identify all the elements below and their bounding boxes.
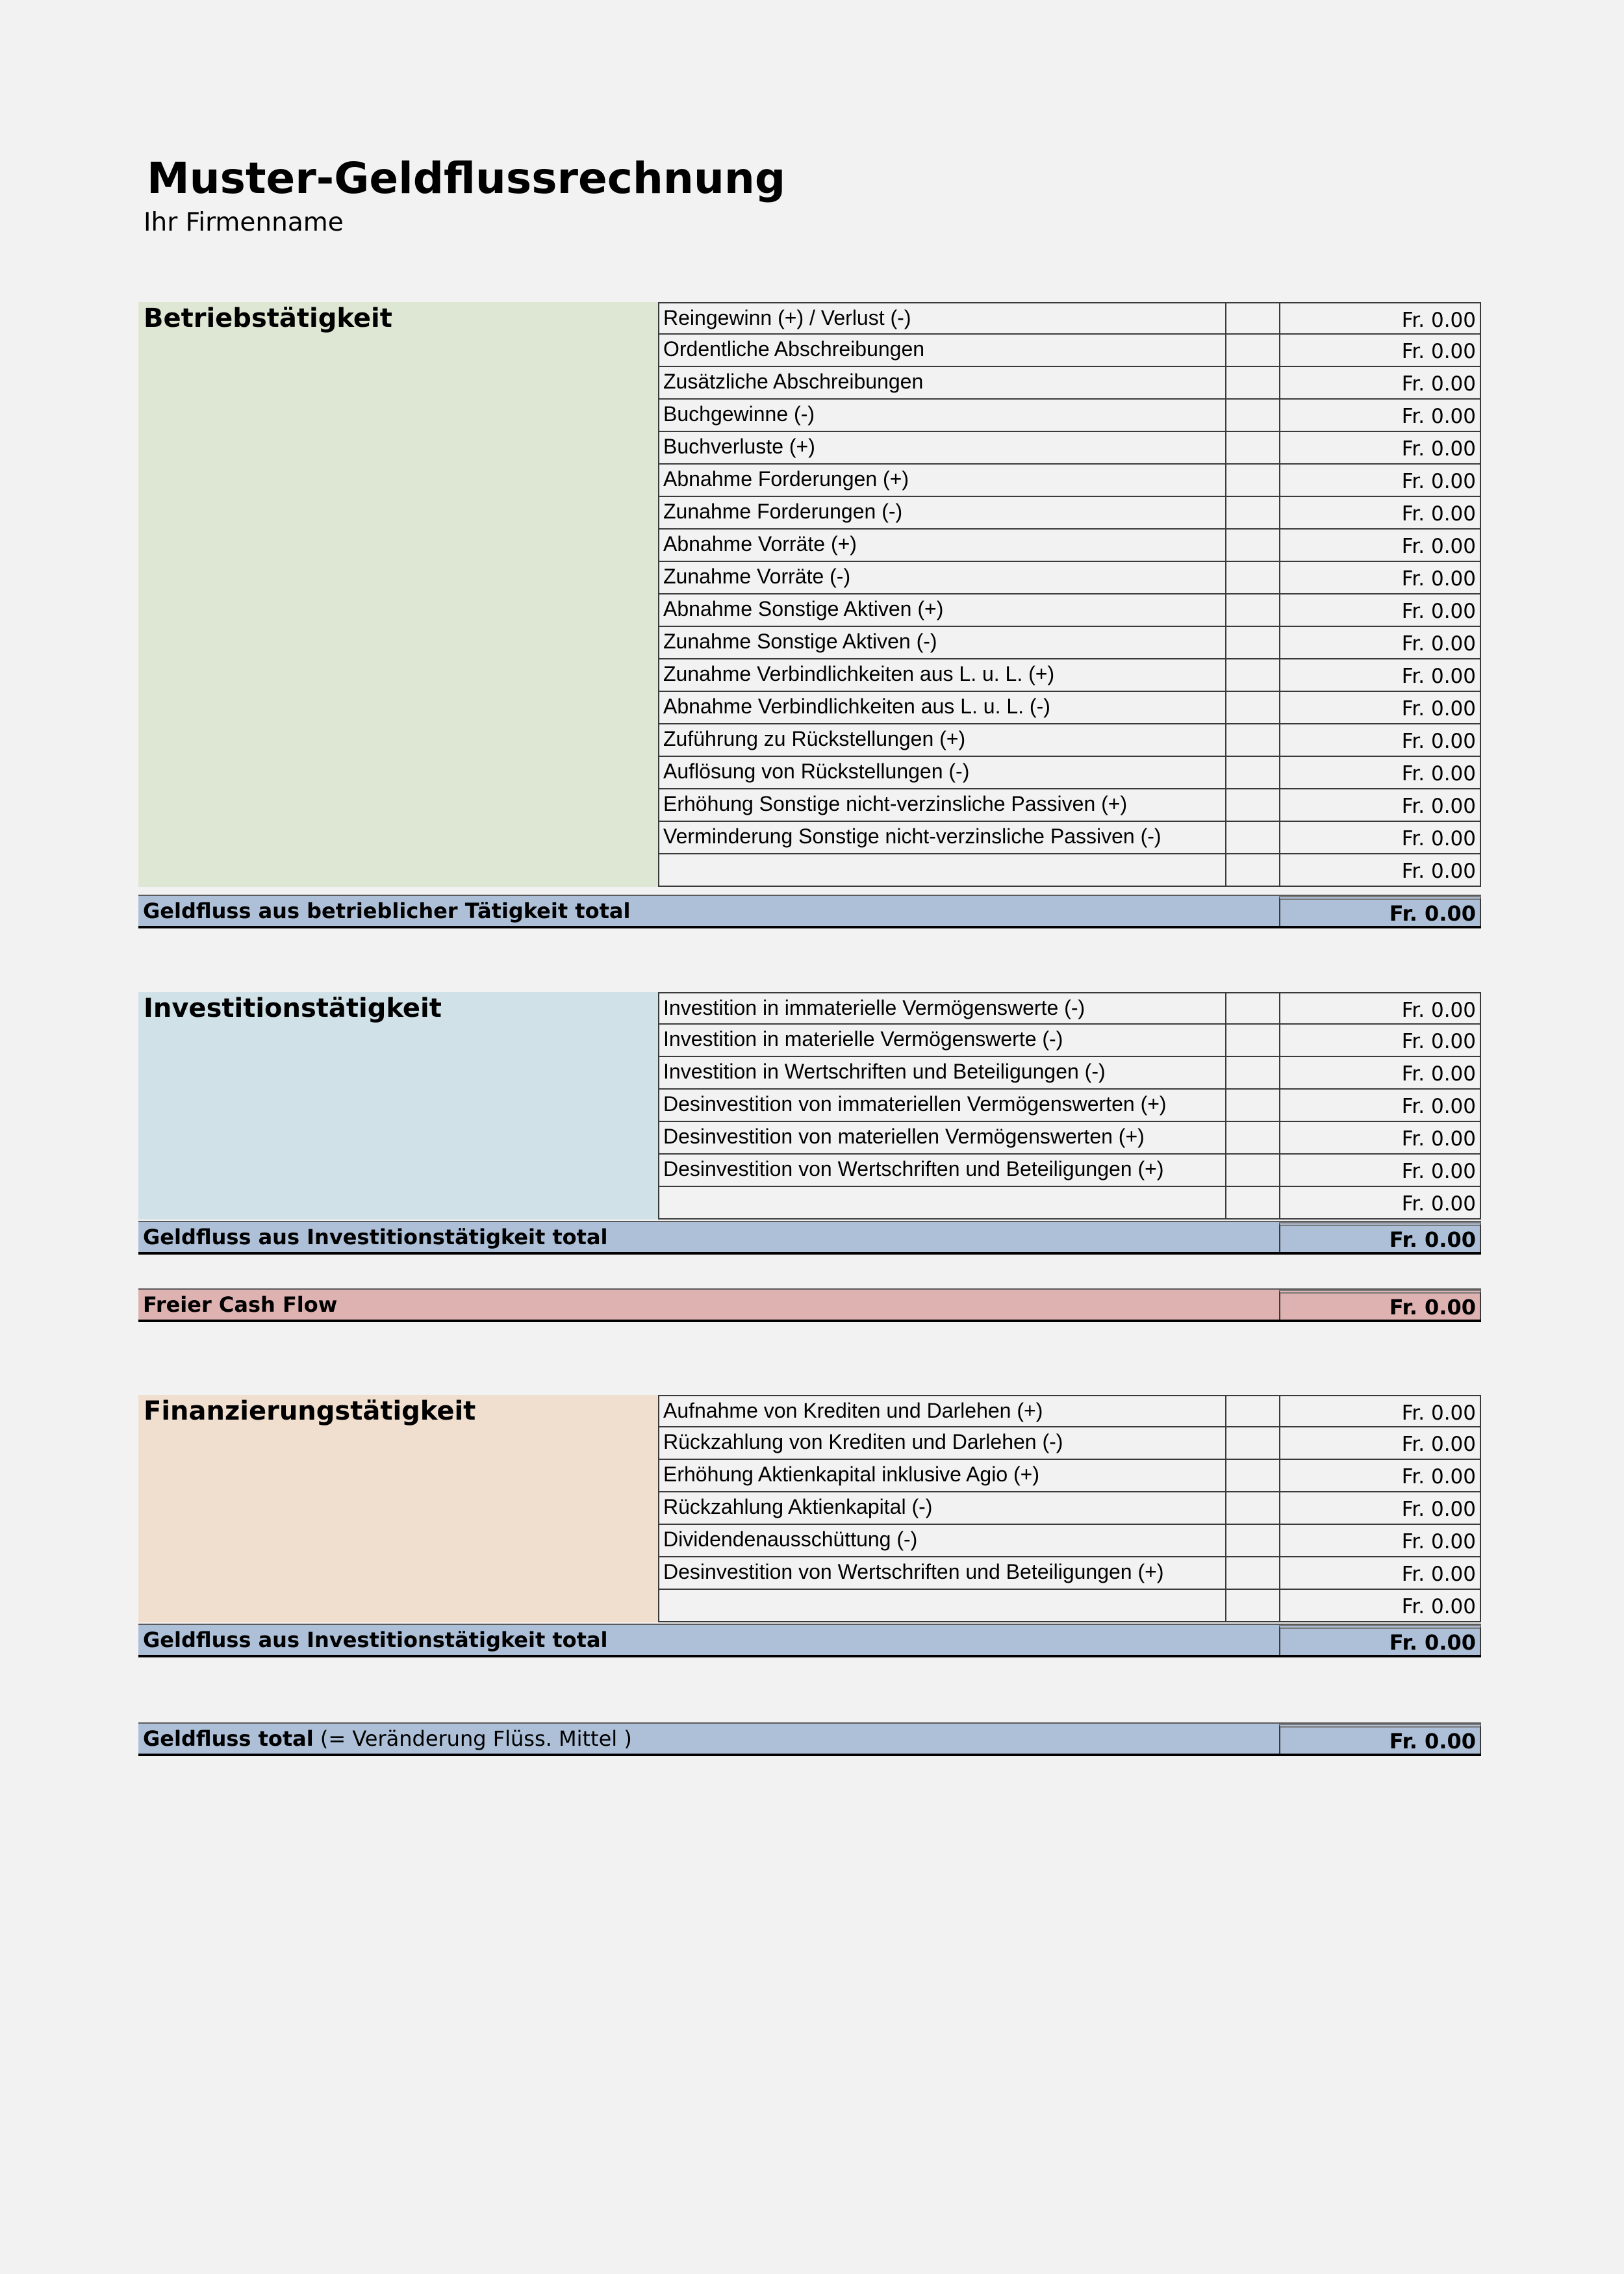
row-label xyxy=(658,1187,1225,1218)
row-value: Fr. 0.00 xyxy=(1279,1427,1481,1459)
table-row xyxy=(658,659,1481,692)
row-list xyxy=(658,992,1481,1220)
section-total-label: Geldfluss aus Investitionstätigkeit total xyxy=(143,1225,608,1249)
grand-total-label xyxy=(143,1726,632,1751)
row-empty-cell xyxy=(1225,1557,1279,1589)
row-label: Desinvestition von immateriellen Vermögenswerten (+) xyxy=(658,1090,1225,1121)
section-total-value: Fr. 0.00 xyxy=(1279,896,1481,926)
row-value: Fr. 0.00 xyxy=(1279,757,1481,788)
row-label: Erhöhung Aktienkapital inklusive Agio (+) xyxy=(658,1460,1225,1491)
row-list xyxy=(658,302,1481,887)
section-betrieb xyxy=(138,302,1481,930)
row-empty-cell xyxy=(1225,1525,1279,1556)
row-empty-cell xyxy=(1225,400,1279,431)
row-label: Investition in immaterielle Vermögenswerte (-) xyxy=(658,993,1225,1023)
row-empty-cell xyxy=(1225,465,1279,496)
page-title: Muster-Geldflussrechnung xyxy=(147,153,786,203)
table-row xyxy=(658,1057,1481,1090)
row-value: Fr. 0.00 xyxy=(1279,530,1481,561)
table-row xyxy=(658,1122,1481,1155)
table-row xyxy=(658,1187,1481,1220)
table-row xyxy=(658,1155,1481,1187)
row-value: Fr. 0.00 xyxy=(1279,724,1481,756)
row-empty-cell xyxy=(1225,1427,1279,1459)
section-investition xyxy=(138,992,1481,1262)
row-empty-cell xyxy=(1225,1057,1279,1088)
row-label: Abnahme Sonstige Aktiven (+) xyxy=(658,594,1225,626)
row-value: Fr. 0.00 xyxy=(1279,594,1481,626)
table-row xyxy=(658,1025,1481,1057)
table-row xyxy=(658,1395,1481,1427)
row-value: Fr. 0.00 xyxy=(1279,335,1481,366)
row-empty-cell xyxy=(1225,659,1279,691)
row-value: Fr. 0.00 xyxy=(1279,993,1481,1023)
table-row xyxy=(658,1427,1481,1460)
table-row xyxy=(658,692,1481,724)
row-empty-cell xyxy=(1225,594,1279,626)
row-label: Investition in materielle Vermögenswerte (-) xyxy=(658,1025,1225,1056)
table-row xyxy=(658,562,1481,594)
row-label xyxy=(658,854,1225,886)
row-empty-cell xyxy=(1225,1396,1279,1426)
row-label: Dividendenausschüttung (-) xyxy=(658,1525,1225,1556)
grand-total-value: Fr. 0.00 xyxy=(1279,1724,1481,1754)
section-finanzierung xyxy=(138,1395,1481,1665)
section-label-block xyxy=(138,302,658,887)
table-row xyxy=(658,1590,1481,1622)
row-label: Abnahme Forderungen (+) xyxy=(658,465,1225,496)
row-label: Zusätzliche Abschreibungen xyxy=(658,367,1225,398)
row-value: Fr. 0.00 xyxy=(1279,1155,1481,1186)
row-value: Fr. 0.00 xyxy=(1279,400,1481,431)
grand-total-label-note: (= Veränderung Flüss. Mittel ) xyxy=(313,1726,632,1751)
row-value: Fr. 0.00 xyxy=(1279,432,1481,463)
row-value: Fr. 0.00 xyxy=(1279,627,1481,658)
section-label-block xyxy=(138,1395,658,1622)
table-row xyxy=(658,1525,1481,1557)
row-label: Rückzahlung von Krediten und Darlehen (-) xyxy=(658,1427,1225,1459)
row-value: Fr. 0.00 xyxy=(1279,497,1481,528)
table-row xyxy=(658,1492,1481,1525)
row-empty-cell xyxy=(1225,432,1279,463)
section-total-row xyxy=(138,1624,1481,1657)
row-value: Fr. 0.00 xyxy=(1279,789,1481,821)
row-empty-cell xyxy=(1225,822,1279,853)
grand-total-label-bold: Geldfluss total xyxy=(143,1726,314,1751)
row-label: Desinvestition von Wertschriften und Beteiligungen (+) xyxy=(658,1155,1225,1186)
free-cash-flow-row xyxy=(138,1288,1481,1322)
table-row xyxy=(658,1090,1481,1122)
row-value: Fr. 0.00 xyxy=(1279,1525,1481,1556)
row-empty-cell xyxy=(1225,530,1279,561)
section-total-row xyxy=(138,895,1481,928)
row-value: Fr. 0.00 xyxy=(1279,659,1481,691)
row-label: Buchverluste (+) xyxy=(658,432,1225,463)
row-label xyxy=(658,1590,1225,1621)
row-label: Abnahme Verbindlichkeiten aus L. u. L. (-) xyxy=(658,692,1225,723)
row-label: Buchgewinne (-) xyxy=(658,400,1225,431)
row-value: Fr. 0.00 xyxy=(1279,303,1481,333)
row-label: Zunahme Vorräte (-) xyxy=(658,562,1225,593)
row-label: Erhöhung Sonstige nicht-verzinsliche Passiven (+) xyxy=(658,789,1225,821)
table-row xyxy=(658,530,1481,562)
row-empty-cell xyxy=(1225,367,1279,398)
table-row xyxy=(658,724,1481,757)
row-empty-cell xyxy=(1225,335,1279,366)
row-value: Fr. 0.00 xyxy=(1279,1460,1481,1491)
table-row xyxy=(658,1460,1481,1492)
row-label: Aufnahme von Krediten und Darlehen (+) xyxy=(658,1396,1225,1426)
row-value: Fr. 0.00 xyxy=(1279,1057,1481,1088)
table-row xyxy=(658,465,1481,497)
section-total-row xyxy=(138,1221,1481,1255)
section-grand-total xyxy=(138,1722,1481,1759)
row-empty-cell xyxy=(1225,757,1279,788)
row-value: Fr. 0.00 xyxy=(1279,1090,1481,1121)
row-value: Fr. 0.00 xyxy=(1279,1557,1481,1589)
table-row xyxy=(658,335,1481,367)
row-list xyxy=(658,1395,1481,1622)
section-free-cash-flow xyxy=(138,1288,1481,1325)
row-value: Fr. 0.00 xyxy=(1279,1122,1481,1153)
row-empty-cell xyxy=(1225,1590,1279,1621)
row-value: Fr. 0.00 xyxy=(1279,692,1481,723)
row-value: Fr. 0.00 xyxy=(1279,1590,1481,1621)
row-empty-cell xyxy=(1225,1460,1279,1491)
table-row xyxy=(658,627,1481,659)
row-empty-cell xyxy=(1225,724,1279,756)
company-name: Ihr Firmenname xyxy=(144,208,344,237)
row-empty-cell xyxy=(1225,854,1279,886)
row-value: Fr. 0.00 xyxy=(1279,854,1481,886)
grand-total-row xyxy=(138,1722,1481,1756)
row-label: Verminderung Sonstige nicht-verzinsliche Passiven (-) xyxy=(658,822,1225,853)
row-label: Zuführung zu Rückstellungen (+) xyxy=(658,724,1225,756)
row-label: Reingewinn (+) / Verlust (-) xyxy=(658,303,1225,333)
section-total-value: Fr. 0.00 xyxy=(1279,1222,1481,1252)
row-empty-cell xyxy=(1225,497,1279,528)
table-row xyxy=(658,992,1481,1025)
row-label: Zunahme Verbindlichkeiten aus L. u. L. (+) xyxy=(658,659,1225,691)
row-empty-cell xyxy=(1225,1090,1279,1121)
section-total-label: Geldfluss aus Investitionstätigkeit total xyxy=(143,1628,608,1652)
table-row xyxy=(658,854,1481,887)
table-row xyxy=(658,367,1481,400)
row-empty-cell xyxy=(1225,627,1279,658)
row-empty-cell xyxy=(1225,303,1279,333)
section-title: Finanzierungstätigkeit xyxy=(144,1396,476,1426)
table-row xyxy=(658,594,1481,627)
table-row xyxy=(658,400,1481,432)
row-value: Fr. 0.00 xyxy=(1279,465,1481,496)
table-row xyxy=(658,822,1481,854)
row-label: Ordentliche Abschreibungen xyxy=(658,335,1225,366)
row-label: Zunahme Sonstige Aktiven (-) xyxy=(658,627,1225,658)
section-total-value: Fr. 0.00 xyxy=(1279,1625,1481,1655)
table-row xyxy=(658,302,1481,335)
table-row xyxy=(658,757,1481,789)
row-empty-cell xyxy=(1225,789,1279,821)
row-label: Desinvestition von materiellen Vermögenswerten (+) xyxy=(658,1122,1225,1153)
row-empty-cell xyxy=(1225,562,1279,593)
section-total-label: Geldfluss aus betrieblicher Tätigkeit total xyxy=(143,899,631,923)
table-row xyxy=(658,432,1481,465)
row-value: Fr. 0.00 xyxy=(1279,822,1481,853)
row-empty-cell xyxy=(1225,1492,1279,1524)
section-title: Investitionstätigkeit xyxy=(144,993,442,1023)
row-label: Auflösung von Rückstellungen (-) xyxy=(658,757,1225,788)
table-row xyxy=(658,789,1481,822)
table-row xyxy=(658,1557,1481,1590)
row-label: Desinvestition von Wertschriften und Beteiligungen (+) xyxy=(658,1557,1225,1589)
row-value: Fr. 0.00 xyxy=(1279,1025,1481,1056)
free-cash-flow-value: Fr. 0.00 xyxy=(1279,1290,1481,1320)
row-empty-cell xyxy=(1225,692,1279,723)
row-label: Investition in Wertschriften und Beteiligungen (-) xyxy=(658,1057,1225,1088)
row-empty-cell xyxy=(1225,1122,1279,1153)
row-empty-cell xyxy=(1225,1187,1279,1218)
row-empty-cell xyxy=(1225,1025,1279,1056)
free-cash-flow-label: Freier Cash Flow xyxy=(143,1292,338,1317)
row-label: Rückzahlung Aktienkapital (-) xyxy=(658,1492,1225,1524)
section-title: Betriebstätigkeit xyxy=(144,303,392,333)
row-value: Fr. 0.00 xyxy=(1279,1187,1481,1218)
row-value: Fr. 0.00 xyxy=(1279,367,1481,398)
row-empty-cell xyxy=(1225,993,1279,1023)
row-value: Fr. 0.00 xyxy=(1279,1396,1481,1426)
row-label: Abnahme Vorräte (+) xyxy=(658,530,1225,561)
row-value: Fr. 0.00 xyxy=(1279,562,1481,593)
section-label-block xyxy=(138,992,658,1220)
table-row xyxy=(658,497,1481,530)
row-label: Zunahme Forderungen (-) xyxy=(658,497,1225,528)
row-empty-cell xyxy=(1225,1155,1279,1186)
row-value: Fr. 0.00 xyxy=(1279,1492,1481,1524)
